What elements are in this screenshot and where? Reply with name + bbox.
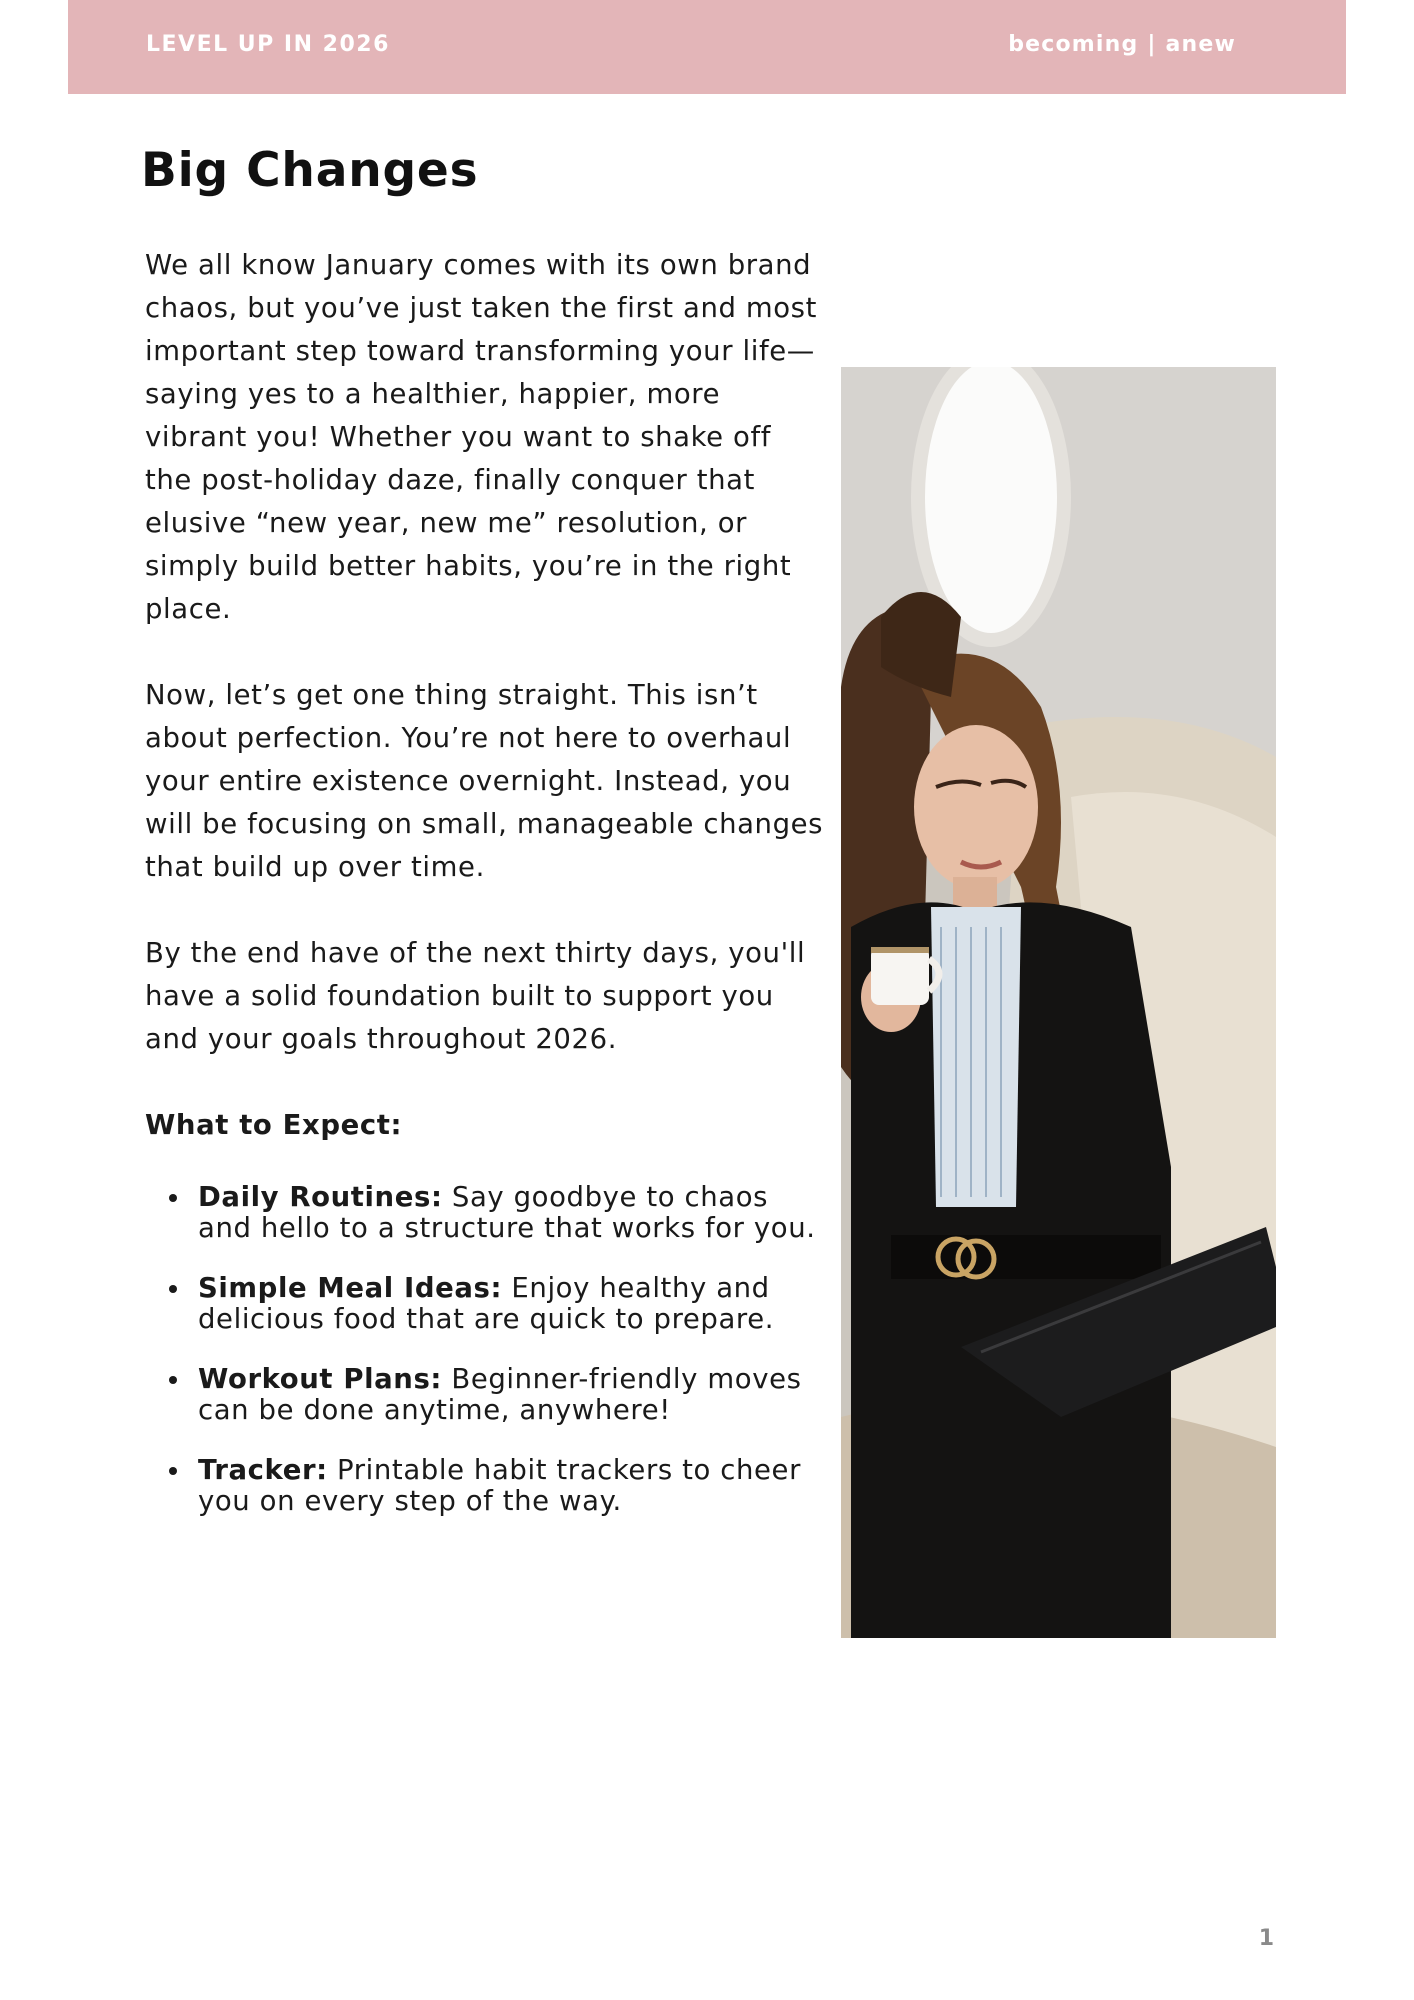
list-item-label: Workout Plans: — [198, 1363, 443, 1395]
bullet-icon — [169, 1376, 177, 1384]
foundation-paragraph: By the end have of the next thirty days, you'll have a solid foundation built to support you and your goals throughout 2026. — [145, 937, 806, 1055]
body-text-column — [145, 244, 825, 1546]
expect-list — [145, 1182, 825, 1517]
list-item-workout-plans — [145, 1364, 825, 1426]
list-item-text: Beginner-friendly moves can be done anytime, anywhere! — [198, 1363, 802, 1426]
woman-reading-tablet-photo — [841, 367, 1276, 1638]
list-item-label: Simple Meal Ideas: — [198, 1272, 503, 1304]
list-item-daily-routines — [145, 1182, 825, 1244]
list-item-text: Printable habit trackers to cheer you on every step of the way. — [198, 1454, 801, 1517]
perfection-paragraph: Now, let’s get one thing straight. This isn’t about perfection. You’re not here to overhaul your entire existence overnight. Instead, you will be focusing on small, manageable changes that build up over time. — [145, 679, 824, 883]
expect-heading: What to Expect: — [145, 1109, 403, 1141]
bullet-icon — [169, 1467, 177, 1475]
photo-illustration — [841, 367, 1276, 1638]
header-title: LEVEL UP IN 2026 — [146, 32, 390, 57]
list-item-meal-ideas — [145, 1273, 825, 1335]
list-item-label: Daily Routines: — [198, 1181, 443, 1213]
header-band — [68, 0, 1346, 94]
list-item-text: Say goodbye to chaos and hello to a structure that works for you. — [198, 1181, 816, 1244]
bullet-icon — [169, 1194, 177, 1202]
list-item-label: Tracker: — [198, 1454, 328, 1486]
list-item-tracker — [145, 1455, 825, 1517]
brand-name: becoming | anew — [1008, 32, 1236, 57]
page-title: Big Changes — [141, 143, 479, 198]
intro-paragraph: We all know January comes with its own brand chaos, but you’ve just taken the first and most important step toward transforming your life—saying yes to a healthier, happier, more vibrant you! Whether you want to shake off the post-holiday daze, finally conquer that elusive “new year, new me” resolution, or simply build better habits, you’re in the right place. — [145, 249, 817, 625]
list-item-text: Enjoy healthy and delicious food that are quick to prepare. — [198, 1272, 775, 1335]
page-number: 1 — [1258, 1926, 1274, 1951]
bullet-icon — [169, 1285, 177, 1293]
